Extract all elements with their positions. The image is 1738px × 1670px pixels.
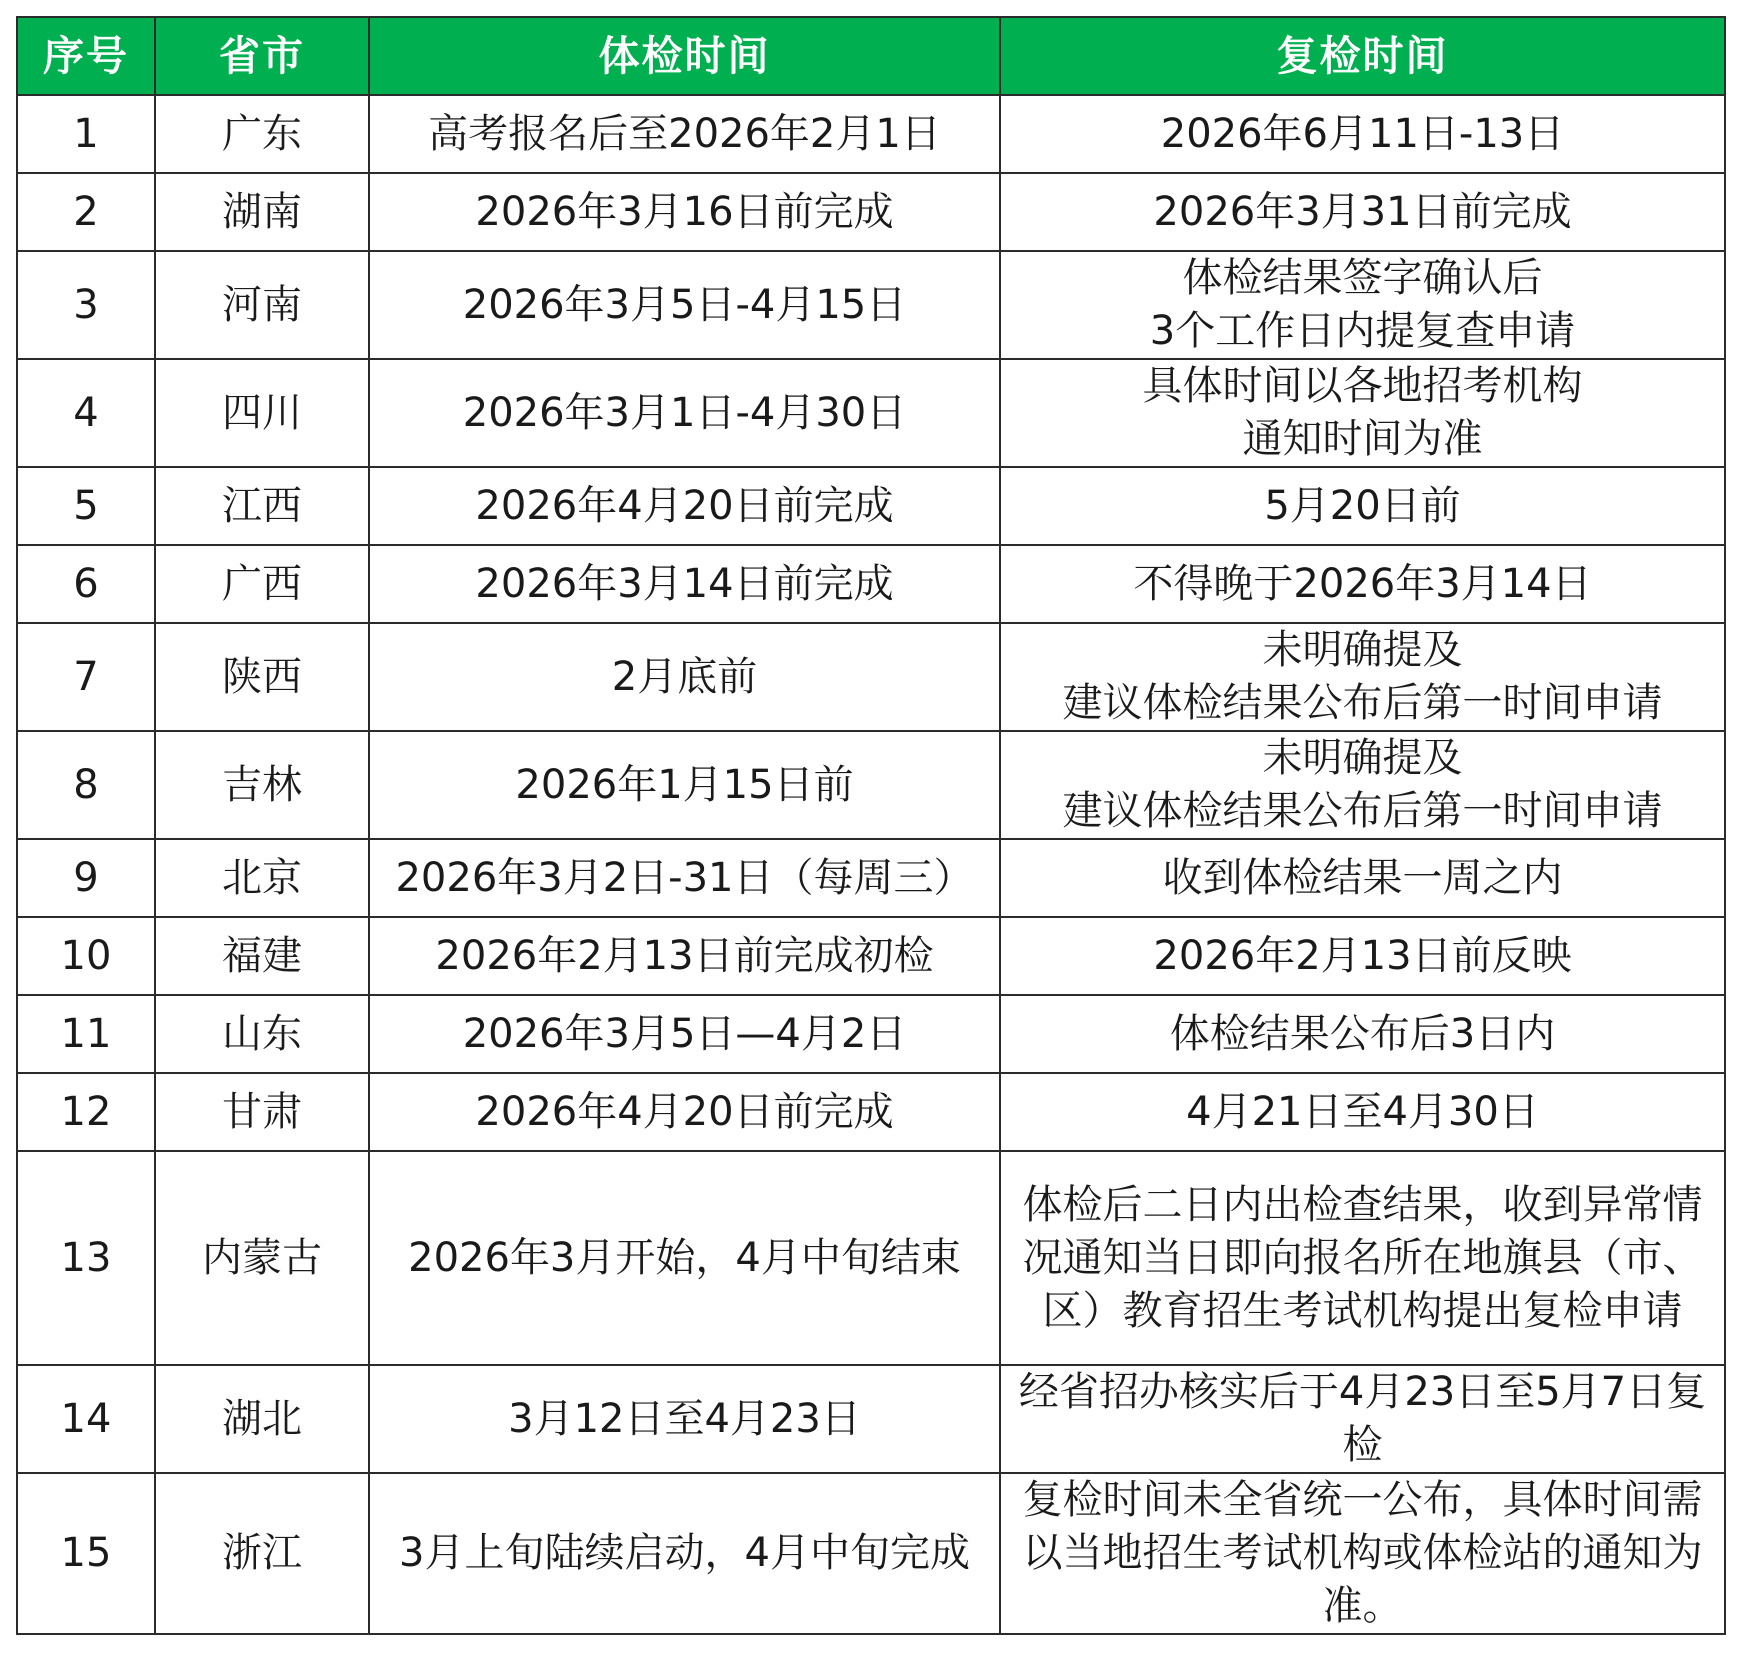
- cell-province: 甘肃: [155, 1073, 369, 1151]
- cell-recheck-time: 体检结果签字确认后 3个工作日内提复查申请: [1000, 251, 1725, 359]
- cell-exam-time: 2026年3月1日-4月30日: [369, 359, 1000, 467]
- header-recheck-time: 复检时间: [1000, 17, 1725, 95]
- cell-no: 10: [17, 917, 155, 995]
- cell-exam-time: 2月底前: [369, 623, 1000, 731]
- exam-schedule-table: [16, 16, 1726, 1635]
- table-row: [17, 1365, 1725, 1473]
- cell-province: 广西: [155, 545, 369, 623]
- header-no: 序号: [17, 17, 155, 95]
- cell-exam-time: 2026年3月14日前完成: [369, 545, 1000, 623]
- cell-province: 四川: [155, 359, 369, 467]
- table-row: [17, 839, 1725, 917]
- table-row: [17, 995, 1725, 1073]
- cell-no: 4: [17, 359, 155, 467]
- cell-province: 山东: [155, 995, 369, 1073]
- cell-recheck-time: 不得晚于2026年3月14日: [1000, 545, 1725, 623]
- table-header-row: [17, 17, 1725, 95]
- table-row: [17, 173, 1725, 251]
- cell-recheck-time: 未明确提及 建议体检结果公布后第一时间申请: [1000, 623, 1725, 731]
- cell-no: 7: [17, 623, 155, 731]
- cell-province: 内蒙古: [155, 1151, 369, 1365]
- table-row: [17, 623, 1725, 731]
- cell-recheck-time: 具体时间以各地招考机构 通知时间为准: [1000, 359, 1725, 467]
- table-row: [17, 1473, 1725, 1634]
- cell-province: 浙江: [155, 1473, 369, 1634]
- table-row: [17, 95, 1725, 173]
- cell-province: 河南: [155, 251, 369, 359]
- cell-province: 广东: [155, 95, 369, 173]
- table-row: [17, 251, 1725, 359]
- cell-no: 13: [17, 1151, 155, 1365]
- cell-recheck-time: 体检后二日内出检查结果，收到异常情况通知当日即向报名所在地旗县（市、区）教育招生考试机构提出复检申请: [1000, 1151, 1725, 1365]
- table-row: [17, 1073, 1725, 1151]
- cell-exam-time: 2026年2月13日前完成初检: [369, 917, 1000, 995]
- table-row: [17, 359, 1725, 467]
- cell-no: 11: [17, 995, 155, 1073]
- cell-no: 5: [17, 467, 155, 545]
- cell-exam-time: 3月上旬陆续启动，4月中旬完成: [369, 1473, 1000, 1634]
- cell-no: 14: [17, 1365, 155, 1473]
- cell-no: 1: [17, 95, 155, 173]
- cell-province: 陕西: [155, 623, 369, 731]
- cell-province: 江西: [155, 467, 369, 545]
- cell-recheck-time: 2026年2月13日前反映: [1000, 917, 1725, 995]
- cell-province: 湖北: [155, 1365, 369, 1473]
- table-row: [17, 917, 1725, 995]
- cell-exam-time: 2026年3月16日前完成: [369, 173, 1000, 251]
- cell-exam-time: 高考报名后至2026年2月1日: [369, 95, 1000, 173]
- table-row: [17, 545, 1725, 623]
- cell-recheck-time: 2026年3月31日前完成: [1000, 173, 1725, 251]
- cell-recheck-time: 未明确提及 建议体检结果公布后第一时间申请: [1000, 731, 1725, 839]
- cell-recheck-time: 复检时间未全省统一公布，具体时间需以当地招生考试机构或体检站的通知为准。: [1000, 1473, 1725, 1634]
- cell-no: 12: [17, 1073, 155, 1151]
- cell-exam-time: 2026年3月5日-4月15日: [369, 251, 1000, 359]
- cell-recheck-time: 体检结果公布后3日内: [1000, 995, 1725, 1073]
- cell-no: 2: [17, 173, 155, 251]
- cell-exam-time: 2026年4月20日前完成: [369, 1073, 1000, 1151]
- cell-recheck-time: 收到体检结果一周之内: [1000, 839, 1725, 917]
- header-exam-time: 体检时间: [369, 17, 1000, 95]
- cell-no: 9: [17, 839, 155, 917]
- cell-no: 8: [17, 731, 155, 839]
- cell-recheck-time: 经省招办核实后于4月23日至5月7日复检: [1000, 1365, 1725, 1473]
- cell-recheck-time: 5月20日前: [1000, 467, 1725, 545]
- cell-recheck-time: 2026年6月11日-13日: [1000, 95, 1725, 173]
- cell-exam-time: 2026年1月15日前: [369, 731, 1000, 839]
- cell-province: 湖南: [155, 173, 369, 251]
- cell-exam-time: 2026年3月开始，4月中旬结束: [369, 1151, 1000, 1365]
- table-row: [17, 731, 1725, 839]
- cell-province: 福建: [155, 917, 369, 995]
- cell-exam-time: 2026年3月5日—4月2日: [369, 995, 1000, 1073]
- table-row: [17, 1151, 1725, 1365]
- cell-recheck-time: 4月21日至4月30日: [1000, 1073, 1725, 1151]
- cell-exam-time: 2026年3月2日-31日（每周三）: [369, 839, 1000, 917]
- cell-no: 6: [17, 545, 155, 623]
- cell-no: 15: [17, 1473, 155, 1634]
- cell-exam-time: 3月12日至4月23日: [369, 1365, 1000, 1473]
- cell-exam-time: 2026年4月20日前完成: [369, 467, 1000, 545]
- cell-no: 3: [17, 251, 155, 359]
- cell-province: 北京: [155, 839, 369, 917]
- cell-province: 吉林: [155, 731, 369, 839]
- header-province: 省市: [155, 17, 369, 95]
- table-row: [17, 467, 1725, 545]
